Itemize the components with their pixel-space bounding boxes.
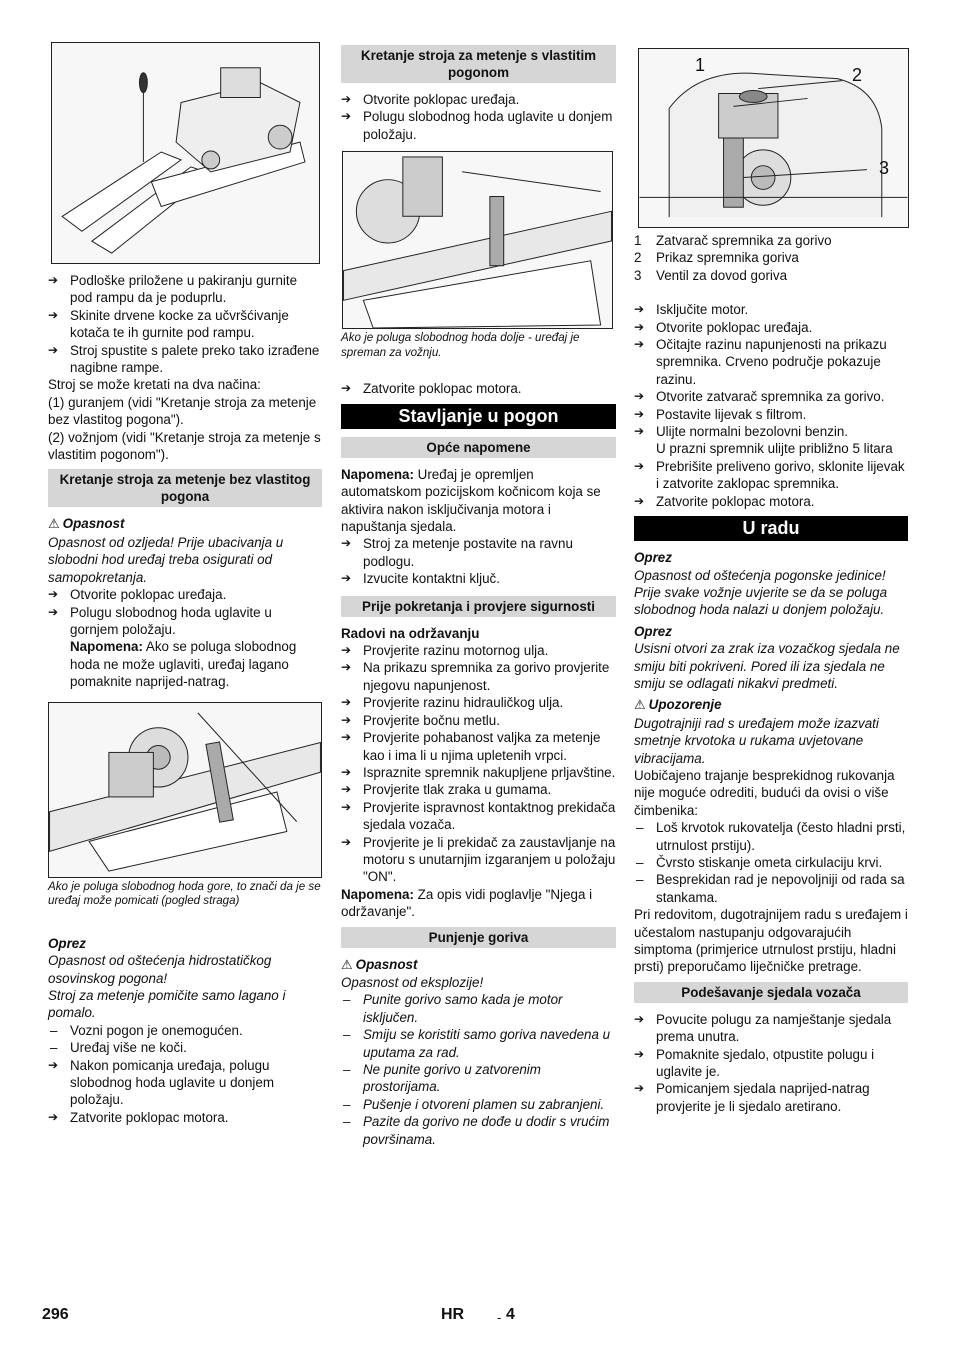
bullet-item: ➔ Skinite drvene kocke za učvršćivanje kotača te ih gurnite pod rampu.	[48, 307, 322, 342]
column-left	[48, 42, 322, 1126]
bullet-item: ➔ Provjerite bočnu metlu.	[341, 712, 616, 729]
warning-triangle-icon: ⚠	[341, 957, 353, 973]
note: Napomena: Ako se poluga slobodnog hoda ne može uglaviti, uređaj lagano pomaknite naprijed-natrag.	[70, 639, 297, 690]
footer-language: HR	[441, 1306, 465, 1323]
bullet-item: ➔ Provjerite razinu motornog ulja.	[341, 642, 616, 659]
dash-item: – Pazite da gorivo ne dođe u dodir s vrućim površinama.	[341, 1113, 616, 1148]
figure-caption: Ako je poluga slobodnog hoda gore, to znači da je se uređaj može pomicati (pogled straga)	[48, 879, 321, 908]
caution-text: Opasnost od oštećenja hidrostatičkog osovinskog pogona!	[48, 953, 272, 986]
page-number: 296	[42, 1306, 69, 1323]
dash-item: – Čvrsto stiskanje ometa cirkulaciju krvi.	[634, 854, 908, 871]
bullet-item: ➔ Pomaknite sjedalo, otpustite polugu i uglavite je.	[634, 1046, 908, 1081]
figure-label-2: 2	[852, 65, 863, 85]
bullet-item: ➔ Otvorite poklopac uređaja.	[634, 319, 908, 336]
bullet-item: ➔ Provjerite tlak zraka u gumama.	[341, 781, 616, 798]
danger-label: ⚠ Opasnost	[341, 956, 418, 973]
bullet-item: ➔ Ispraznite spremnik nakupljene prljavštine.	[341, 764, 616, 781]
bullet-item: ➔ Otvorite poklopac uređaja.	[341, 91, 616, 108]
bullet-item: ➔ Provjerite razinu hidrauličkog ulja.	[341, 694, 616, 711]
figure-legend	[634, 232, 908, 284]
dash-item: – Loš krvotok rukovatelja (često hladni prsti, utrnulost prstiju).	[634, 819, 908, 854]
column-middle	[341, 42, 616, 1148]
bullet-item: ➔ Stroj spustite s palete preko tako izrađene nagibne rampe.	[48, 342, 322, 377]
warning-triangle-icon: ⚠	[634, 698, 646, 714]
danger-text: Opasnost od eksplozije!	[341, 974, 484, 990]
engine-illustration	[639, 49, 908, 227]
caution-text: Stroj za metenje pomičite samo lagano i pomalo.	[48, 987, 286, 1021]
dash-item: – Ne punite gorivo u zatvorenim prostorijama.	[341, 1061, 616, 1096]
caution-label: Oprez	[634, 550, 672, 566]
bullet-item: ➔ Provjerite ispravnost kontaktnog prekidača sjedala vozača.	[341, 799, 616, 834]
caution-text: Usisni otvori za zrak iza vozačkog sjedala ne smiju biti pokriveni. Pored ili iza sjedala ne smiju se odlagati nikakvi predmeti.	[634, 641, 900, 691]
bullet-item: ➔ Otvorite poklopac uređaja.	[48, 586, 322, 603]
subheading-maintenance: Radovi na održavanju	[341, 625, 480, 641]
heading-push: Kretanje stroja za metenje bez vlastitog pogona	[48, 469, 322, 507]
figure-caption: Ako je poluga slobodnog hoda dolje - uređaj je spreman za vožnju.	[341, 331, 580, 359]
column-right	[634, 42, 908, 1115]
bullet-item: ➔ Podloške priložene u pakiranju gurnite pod rampu da je poduprlu.	[48, 272, 322, 307]
heading-operation: U radu	[634, 516, 908, 541]
dash-item: – Pušenje i otvoreni plamen su zabranjeni.	[341, 1096, 616, 1113]
heading-drive: Kretanje stroja za metenje s vlastitim pogonom	[341, 45, 616, 83]
text-line: (1) guranjem (vidi "Kretanje stroja za metenje bez vlastitog pogona").	[48, 394, 317, 428]
bullet-item: ➔ Provjerite pohabanost valjka za metenje kao i ima li u njima upletenih vrpci.	[341, 729, 616, 764]
note: Napomena: Za opis vidi poglavlje "Njega i održavanje".	[341, 886, 593, 920]
dash-item: – Uređaj više ne koči.	[48, 1039, 322, 1056]
bullets-top	[48, 272, 322, 376]
footer-dash: -	[497, 1310, 502, 1325]
heading-start: Stavljanje u pogon	[341, 404, 616, 429]
bullet-item: ➔ Polugu slobodnog hoda uglavite u gornjem položaju.	[48, 604, 322, 639]
warning-label: ⚠ Upozorenje	[634, 697, 722, 714]
bullet-item: ➔ Prebrišite preliveno gorivo, sklonite lijevak i zatvorite zaklopac spremnika.	[634, 458, 908, 493]
caution-label: Oprez	[634, 623, 672, 639]
bullet-item: ➔ Nakon pomicanja uređaja, polugu slobodnog hoda uglavite u donjem položaju.	[48, 1057, 322, 1109]
note: Napomena: Uređaj je opremljen automatskom pozicijskom kočnicom koja se aktivira nakon isključivanja motora i napuštanja sjedala.	[341, 466, 601, 535]
bullet-item: ➔ Zatvorite poklopac motora.	[634, 493, 908, 510]
heading-checks: Prije pokretanja i provjere sigurnosti	[341, 596, 616, 617]
bullet-item: ➔ Očitajte razinu napunjenosti na prikazu spremnika. Crveno područje pokazuje razinu.	[634, 336, 908, 388]
legend-item: 1 Zatvarač spremnika za gorivo	[634, 233, 832, 248]
bullet-item: ➔ Isključite motor.	[634, 301, 908, 318]
dash-item: – Punite gorivo samo kada je motor isključen.	[341, 991, 616, 1026]
heading-seat: Podešavanje sjedala vozača	[634, 982, 908, 1003]
text-duration: Uobičajeno trajanje besprekidnog rukovanja nije moguće odrediti, budući da ovisi o više čimbenika:	[634, 767, 895, 818]
danger-label: ⚠ Opasnost	[48, 516, 125, 533]
bullet-item: ➔ Pomicanjem sjedala naprijed-natrag provjerite je li sjedalo aretirano.	[634, 1080, 908, 1115]
figure-label-3: 3	[879, 158, 890, 178]
bullet-item: ➔ Zatvorite poklopac motora.	[341, 380, 616, 397]
warning-triangle-icon: ⚠	[48, 517, 60, 533]
warning-text: Dugotrajniji rad s uređajem može izazvati smetnje krvotoka u rukama uvjetovane vibracijama.	[634, 715, 879, 766]
caution-label: Oprez	[48, 935, 86, 951]
bullet-item: ➔ Provjerite je li prekidač za zaustavljanje na motoru s unutarnjim izgaranjem u položaju "ON".	[341, 834, 616, 886]
footer-section: 4	[506, 1306, 515, 1323]
bullet-item: ➔ Zatvorite poklopac motora.	[48, 1109, 322, 1126]
dash-item: – Smiju se koristiti samo goriva navedena u uputama za rad.	[341, 1026, 616, 1061]
text-line: (2) vožnjom (vidi "Kretanje stroja za metenje s vlastitim pogonom").	[48, 429, 321, 463]
figure-lever-up	[48, 702, 322, 878]
figure-fuel-tank	[638, 48, 909, 228]
bullet-item: ➔ Otvorite zatvarač spremnika za gorivo.	[634, 388, 908, 405]
legend-item: 3 Ventil za dovod goriva	[634, 267, 788, 283]
bullet-item: ➔ Stroj za metenje postavite na ravnu podlogu.	[341, 535, 616, 570]
figure-ramp-unloading	[51, 42, 320, 264]
bullet-item: ➔ Povucite polugu za namještanje sjedala prema unutra.	[634, 1011, 908, 1046]
bullet-item: ➔ Polugu slobodnog hoda uglavite u donjem položaju.	[341, 108, 616, 143]
heading-fuel: Punjenje goriva	[341, 927, 616, 948]
fuel-note: U prazni spremnik ulijte približno 5 litara	[656, 441, 893, 457]
text-regular: Pri redovitom, dugotrajnijem radu s uređajem i učestalom nastupanju odgovarajućih simptoma (primjerice utrnulost prstiju, hladni prsti) preporučamo liječničke pretrage.	[634, 907, 908, 975]
ramp-illustration	[52, 43, 319, 263]
dash-item: – Besprekidan rad je nepovoljniji od rada sa stankama.	[634, 871, 908, 906]
bullet-item: ➔ Izvucite kontaktni ključ.	[341, 570, 616, 587]
text-line: Stroj se može kretati na dva načina:	[48, 377, 261, 393]
lever-up-illustration	[49, 703, 321, 877]
figure-label-1: 1	[695, 55, 706, 75]
caution-text: Opasnost od oštećenja pogonske jedinice! Prije svake vožnje uvjerite se da se poluga slobodnog hoda nalazi u donjem položaju.	[634, 567, 888, 618]
heading-general: Opće napomene	[341, 437, 616, 458]
bullet-item: ➔ Postavite lijevak s filtrom.	[634, 406, 908, 423]
bullet-item: ➔ Na prikazu spremnika za gorivo provjerite njegovu napunjenost.	[341, 659, 616, 694]
dash-item: – Vozni pogon je onemogućen.	[48, 1022, 322, 1039]
bullet-item: ➔ Ulijte normalni bezolovni benzin.	[634, 423, 908, 440]
lever-down-illustration	[343, 152, 612, 328]
figure-lever-down	[342, 151, 613, 329]
danger-text: Opasnost od ozljeda! Prije ubacivanja u slobodni hod uređaj treba osigurati od samopokretanja.	[48, 534, 284, 585]
legend-item: 2 Prikaz spremnika goriva	[634, 250, 799, 266]
